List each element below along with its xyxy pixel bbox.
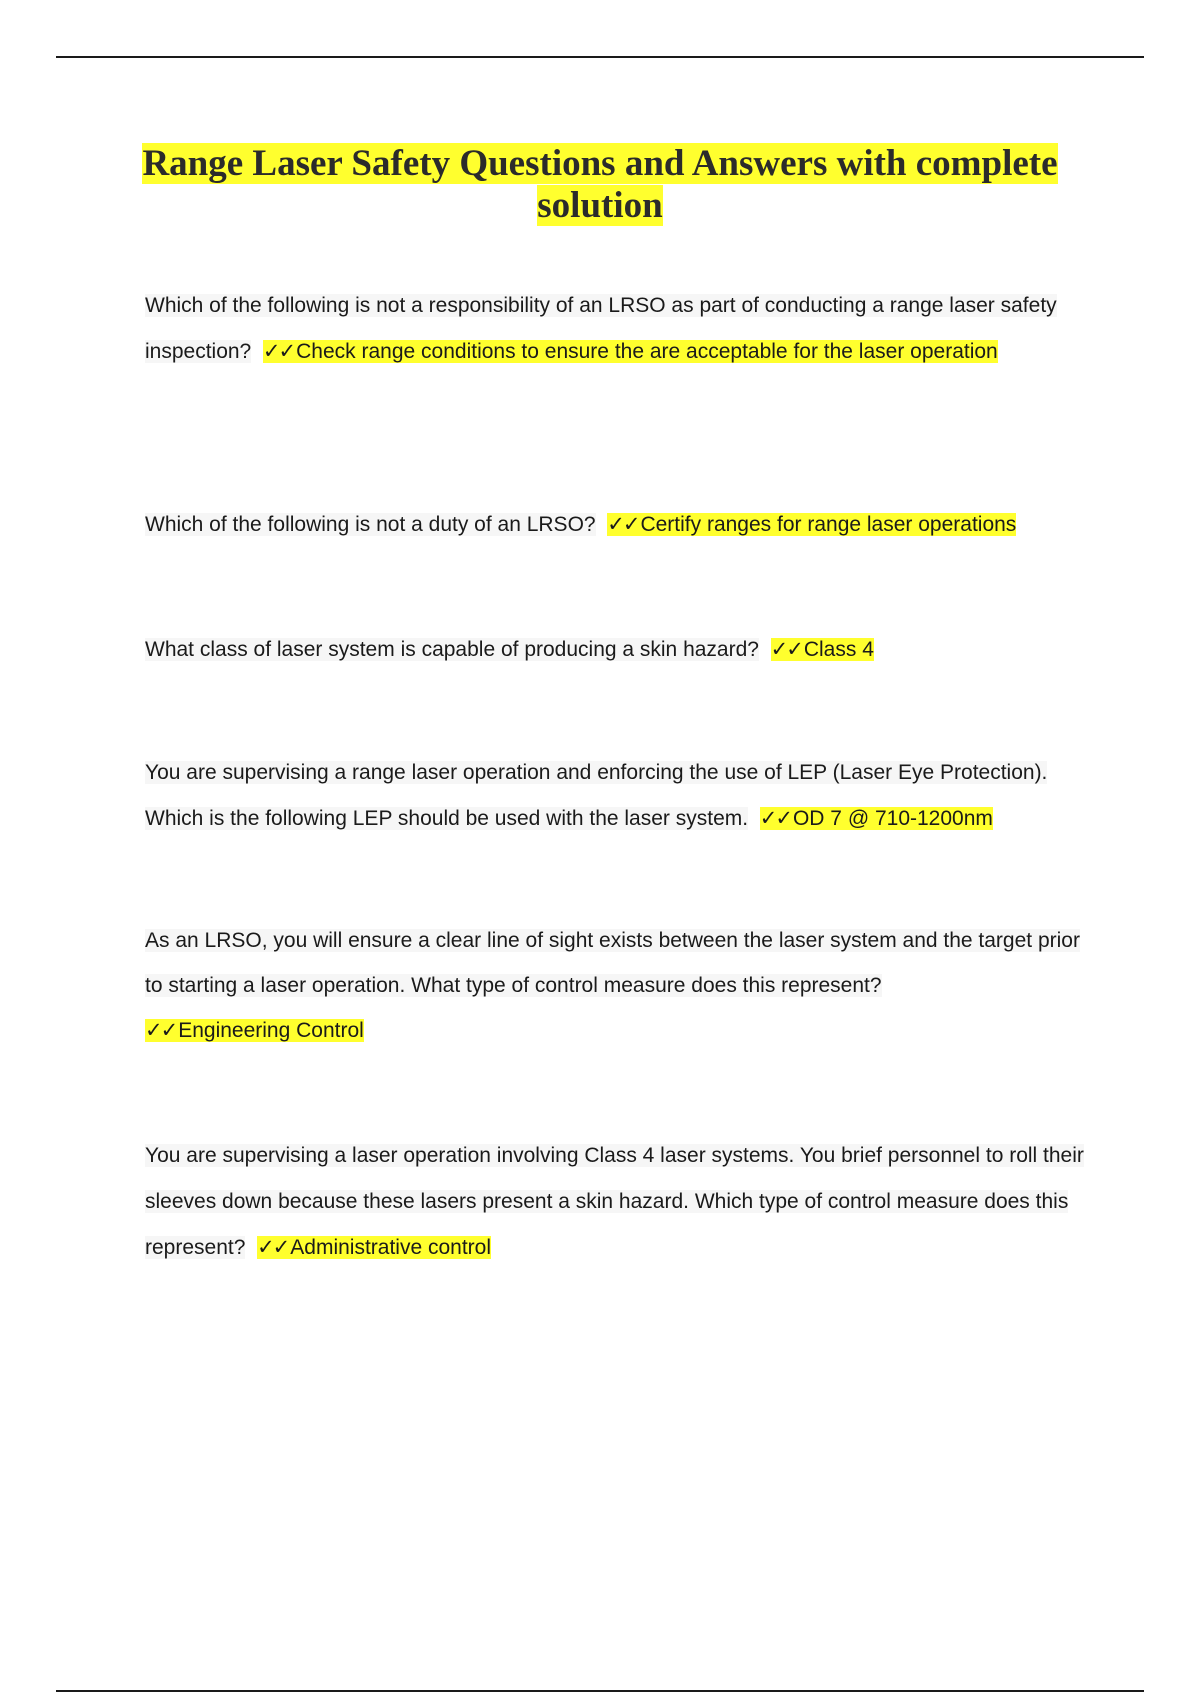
answer-5-text: Engineering Control [178,1019,364,1042]
qa-item-6 [145,1133,1085,1271]
double-check-icon: ✓✓ [607,513,639,536]
answer-1-text: Check range conditions to ensure the are acceptable for the laser operation [296,340,998,363]
question-4: You are supervising a range laser operation and enforcing the use of LEP (Laser Eye Protection). Which is the following LEP should be used with the laser system. [145,761,1048,830]
double-check-icon: ✓✓ [770,638,802,661]
qa-item-3 [145,627,1085,673]
question-2: Which of the following is not a duty of an LRSO? [145,513,596,536]
qa-item-2 [145,502,1085,548]
answer-5 [145,1019,364,1042]
answer-4 [760,807,993,830]
double-check-icon: ✓✓ [145,1019,177,1042]
double-check-icon: ✓✓ [257,1236,289,1259]
answer-2-text: Certify ranges for range laser operations [640,513,1017,536]
document-title-text: Range Laser Safety Questions and Answers with complete solution [142,143,1058,226]
answer-6-text: Administrative control [290,1236,492,1259]
bottom-rule [56,1690,1144,1692]
answer-3-text: Class 4 [803,638,874,661]
document-title [100,143,1100,227]
double-check-icon: ✓✓ [262,340,295,363]
question-6: You are supervising a laser operation involving Class 4 laser systems. You brief personnel to roll their sleeves down because these lasers present a skin hazard. Which type of control measure does this represent? [145,1144,1084,1259]
answer-6 [257,1236,491,1259]
answer-2 [607,513,1016,536]
answer-3 [771,638,874,661]
double-check-icon: ✓✓ [759,807,791,830]
qa-item-4 [145,750,1085,842]
qa-item-1 [145,283,1085,375]
question-1: Which of the following is not a responsibility of an LRSO as part of conducting a range laser safety inspection? [145,294,1057,363]
answer-1 [263,340,998,363]
qa-item-5 [145,918,1085,1053]
answer-4-text: OD 7 @ 710-1200nm [792,807,993,830]
question-5: As an LRSO, you will ensure a clear line of sight exists between the laser system and the target prior to starting a laser operation. What type of control measure does this represent? [145,929,1080,997]
top-rule [56,56,1144,58]
question-3: What class of laser system is capable of producing a skin hazard? [145,638,759,661]
